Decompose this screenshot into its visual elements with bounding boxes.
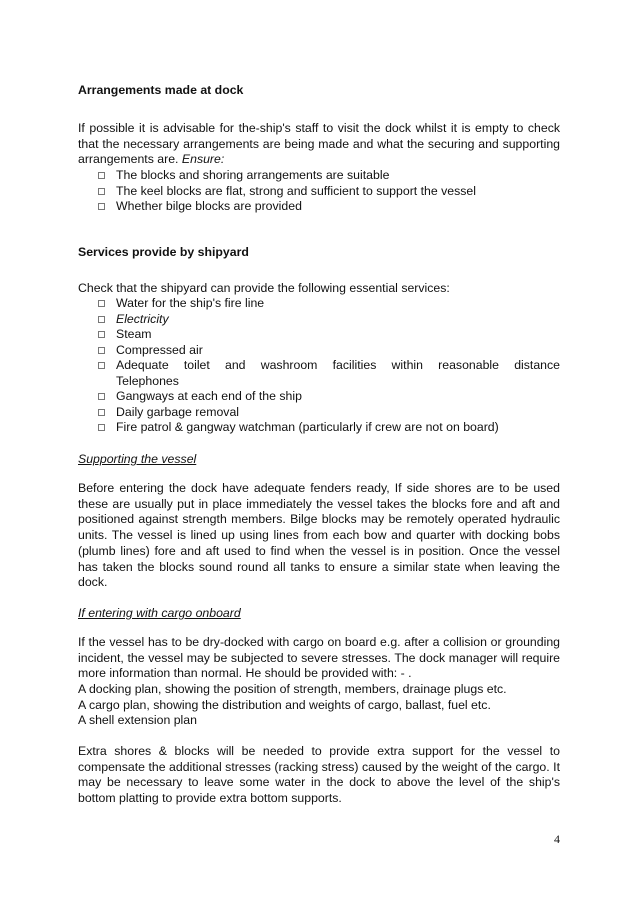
checkbox-bullet-icon [98,347,105,354]
list-item: A docking plan, showing the position of strength, members, drainage plugs etc. [78,682,507,696]
list-item: Compressed air [98,343,560,359]
checkbox-bullet-icon [98,331,105,338]
list-item: Steam [98,327,560,343]
list-item: A shell extension plan [78,713,197,728]
checkbox-bullet-icon [98,316,105,323]
list-item: Whether bilge blocks are provided [98,199,560,215]
checkbox-bullet-icon [98,409,105,416]
page-number: 4 [554,832,560,846]
ensure-label: Ensure: [181,152,225,166]
section-heading-cargo: If entering with cargo onboard [78,606,241,620]
list-item: A cargo plan, showing the distribution and weights of cargo, ballast, fuel etc. [78,697,491,712]
list-item: The blocks and shoring arrangements are suitable [98,168,560,184]
list-item: Fire patrol & gangway watchman (particularly if crew are not on board) [98,420,560,436]
checkbox-bullet-icon [98,362,105,369]
supporting-paragraph: Before entering the dock have adequate fenders ready, If side shores are to be used these are usually put in place immediately the vessel takes the blocks fore and aft and positioned against strength members. Bilge blocks may be remotely operated hydraulic units. The vessel is lined up using lines from each bow and quarter with docking bobs (plumb lines) fore and aft used to find when the vessel is in position. Once the vessel has taken the blocks sound round all tanks to ensure a similar state when leaving the dock. [78,481,560,590]
list-item: Adequate toilet and washroom facilities within reasonable distance Telephones [98,358,560,389]
list-item: Electricity [98,312,560,328]
services-bullet-list [98,296,560,436]
services-intro-paragraph: Check that the shipyard can provide the following essential services: [78,281,450,295]
checkbox-bullet-icon [98,393,105,400]
dock-bullet-list [98,168,560,215]
list-item: Water for the ship's fire line [98,296,560,312]
section-heading-services: Services provide by shipyard [78,245,249,259]
cargo-plans-list [78,682,560,729]
section-heading-supporting: Supporting the vessel [78,452,197,466]
list-item: Gangways at each end of the ship [98,389,560,405]
checkbox-bullet-icon [98,424,105,431]
checkbox-bullet-icon [98,203,105,210]
list-item: The keel blocks are flat, strong and sufficient to support the vessel [98,184,560,200]
section-heading-dock: Arrangements made at dock [78,83,244,97]
checkbox-bullet-icon [98,172,105,179]
dock-intro-paragraph: If possible it is advisable for the-ship's staff to visit the dock whilst it is empty to check that the necessary arrangements are being made and what the securing and supporting arrangements are. Ensure: [78,121,560,166]
extra-shores-paragraph: Extra shores & blocks will be needed to provide extra support for the vessel to compensate the additional stresses (racking stress) caused by the weight of the cargo. It may be necessary to leave some water in the dock to above the level of the ship's bottom platting to provide extra bottom supports. [78,744,560,805]
cargo-paragraph: If the vessel has to be dry-docked with cargo on board e.g. after a collision or grounding incident, the vessel may be subjected to severe stresses. The dock manager will require more information than normal. He should be provided with: - . [78,635,560,681]
checkbox-bullet-icon [98,188,105,195]
list-item: Daily garbage removal [98,405,560,421]
checkbox-bullet-icon [98,300,105,307]
